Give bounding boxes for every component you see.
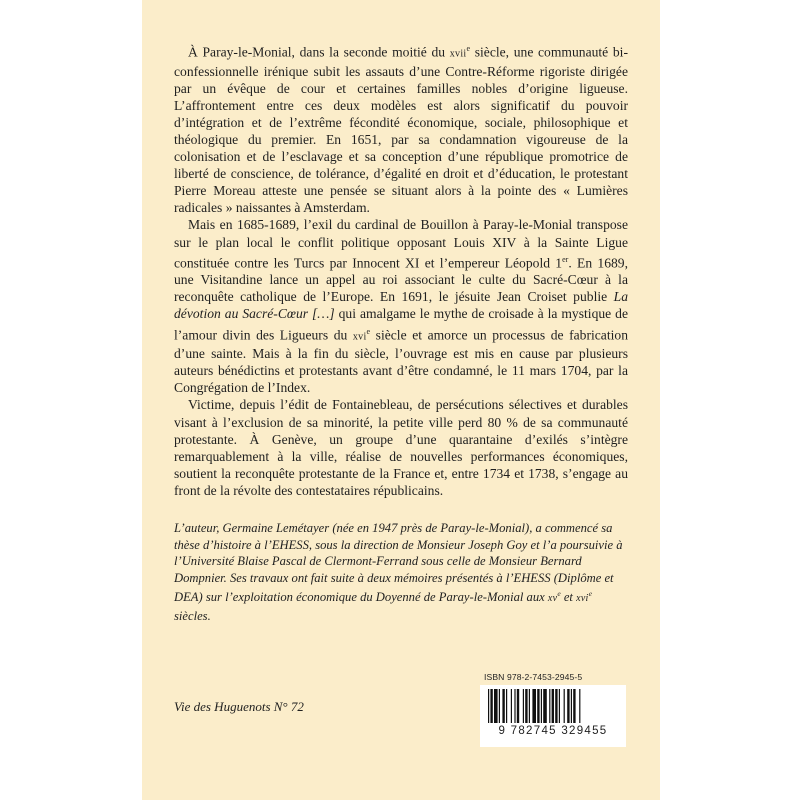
century-numeral: xvii [449,48,467,60]
text-run: siècles. [174,609,211,624]
barcode-bar [523,689,524,723]
isbn-label: ISBN 978-2-7453-2945-5 [484,672,583,682]
author-paragraph [174,520,628,625]
barcode-bar [571,689,572,723]
superscript: e [557,589,561,599]
barcode-bar [502,689,504,723]
barcode-bar [559,689,560,723]
century-numeral: xvi [352,331,367,343]
barcode-bar [529,689,530,723]
barcode-bar [579,689,580,723]
barcode-digits: 9 782745 329455 [498,725,608,737]
text-run: et [560,590,577,605]
barcode-bar [549,689,550,723]
barcode-bar [517,689,519,723]
superscript: e [588,589,592,599]
summary-text [174,40,628,499]
paragraph-1 [174,40,628,216]
barcode-bar [567,689,569,723]
barcode-bar [552,689,554,723]
barcode-bar [541,689,542,723]
paragraph-3: Victime, depuis l’édit de Fontainebleau, de persécutions sélectives et durables visant à l’exclusion de sa minorité, la petite ville perd 80 % de sa communauté protestante. À Genève, un groupe d’une quarantaine d’exilés s’intègre remarquablement à la ville, réalise de nouvelles performances économiques, soutient la reconquête protestante de la France et, entre 1734 et 1738, s’engage au front de la révolte des contestataires républicains. [174,397,628,498]
barcode-bar [514,689,515,723]
barcode-bar [490,689,492,723]
series-title: Vie des Huguenots N° 72 [174,699,304,714]
isbn-barcode-block [480,672,628,772]
barcode-bar [564,689,565,723]
barcode-bar [499,689,500,723]
text-run: siècle, une communauté bi-confessionnelle irénique subit les assauts d’une Contre-Réforme rigoriste dirigée par un évêque de cour et certaines familles nobles d’origine ligueuse. L’affrontement entre ces deux modèles est alors significatif du pouvoir d’intégration et de l’extrême fécondité économique, sociale, philosophique et théologique du premier. En 1651, par sa condamnation vigoureuse de la colonisation et de l’esclavage et sa conception d’une république promotrice de liberté de conscience, de tolérance, d’égalité en droit et d’éducation, le protestant Pierre Moreau atteste une pensée se situant alors à la pointe des « Lumières radicales » naissantes à Amsterdam. [174,44,628,216]
barcode-bar [525,689,527,723]
superscript: er [562,254,569,264]
barcode-bar [555,689,557,723]
barcode-bar [543,689,547,723]
paragraph-2 [174,216,628,396]
author-biography [174,520,628,625]
barcode-bar [506,689,507,723]
text-run: siècle et amorce un processus de fabrication d’une sainte. Mais à la fin du siècle, l’ouvrage est mis en cause par plusieurs auteurs bénédictins et protestants avant d’être condamné, le 11 mars 1704, par la Congrégation de l’Index. [174,327,628,396]
superscript: e [366,326,371,336]
barcode-bars [488,689,618,725]
text-run: Mais en 1685-1689, l’exil du cardinal de Bouillon à Paray-le-Monial transpose sur le plan local le conflit politique opposant Louis XIV à la Sainte Ligue constituée contre les Turcs par Innocent XI et l’empereur Léopold 1 [174,217,628,271]
barcode-bar [537,689,539,723]
book-title: La dévotion au Sacré-Cœur […] [174,289,628,322]
barcode-bar [488,689,489,723]
text-run: qui amalgame le mythe de croisade à la mystique de l’amour divin des Ligueurs du [174,306,628,343]
barcode-bar [494,689,498,723]
barcode-bar [573,689,575,723]
century-numeral: xvi [576,593,589,605]
text-run: À Paray-le-Monial, dans la seconde moitié du [188,44,450,60]
text-run: . En 1689, une Visitandine lance un appel au roi associant le culte du Sacré-Cœur à la reconquête catholique de l’Europe. En 1691, le jésuite Jean Croiset publie [174,255,628,305]
barcode-bar [511,689,512,723]
superscript: e [466,44,471,53]
text-run: L’auteur, Germaine Lemétayer (née en 1947 près de Paray-le-Monial), a commencé sa thèse d’histoire à l’EHESS, sous la direction de Monsieur Joseph Goy et l’a poursuivie à l’Université Blaise Pascal de Clermont-Ferrand sous celle de Monsieur Bernard Dompnier. Ses travaux ont fait suite à deux mémoires présentés à l’EHESS (Diplôme et DEA) sur l’exploitation économique du Doyenné de Paray-le-Monial aux [174,521,623,605]
barcode [480,685,626,747]
century-numeral: xv [547,593,558,605]
barcode-bar [532,689,536,723]
